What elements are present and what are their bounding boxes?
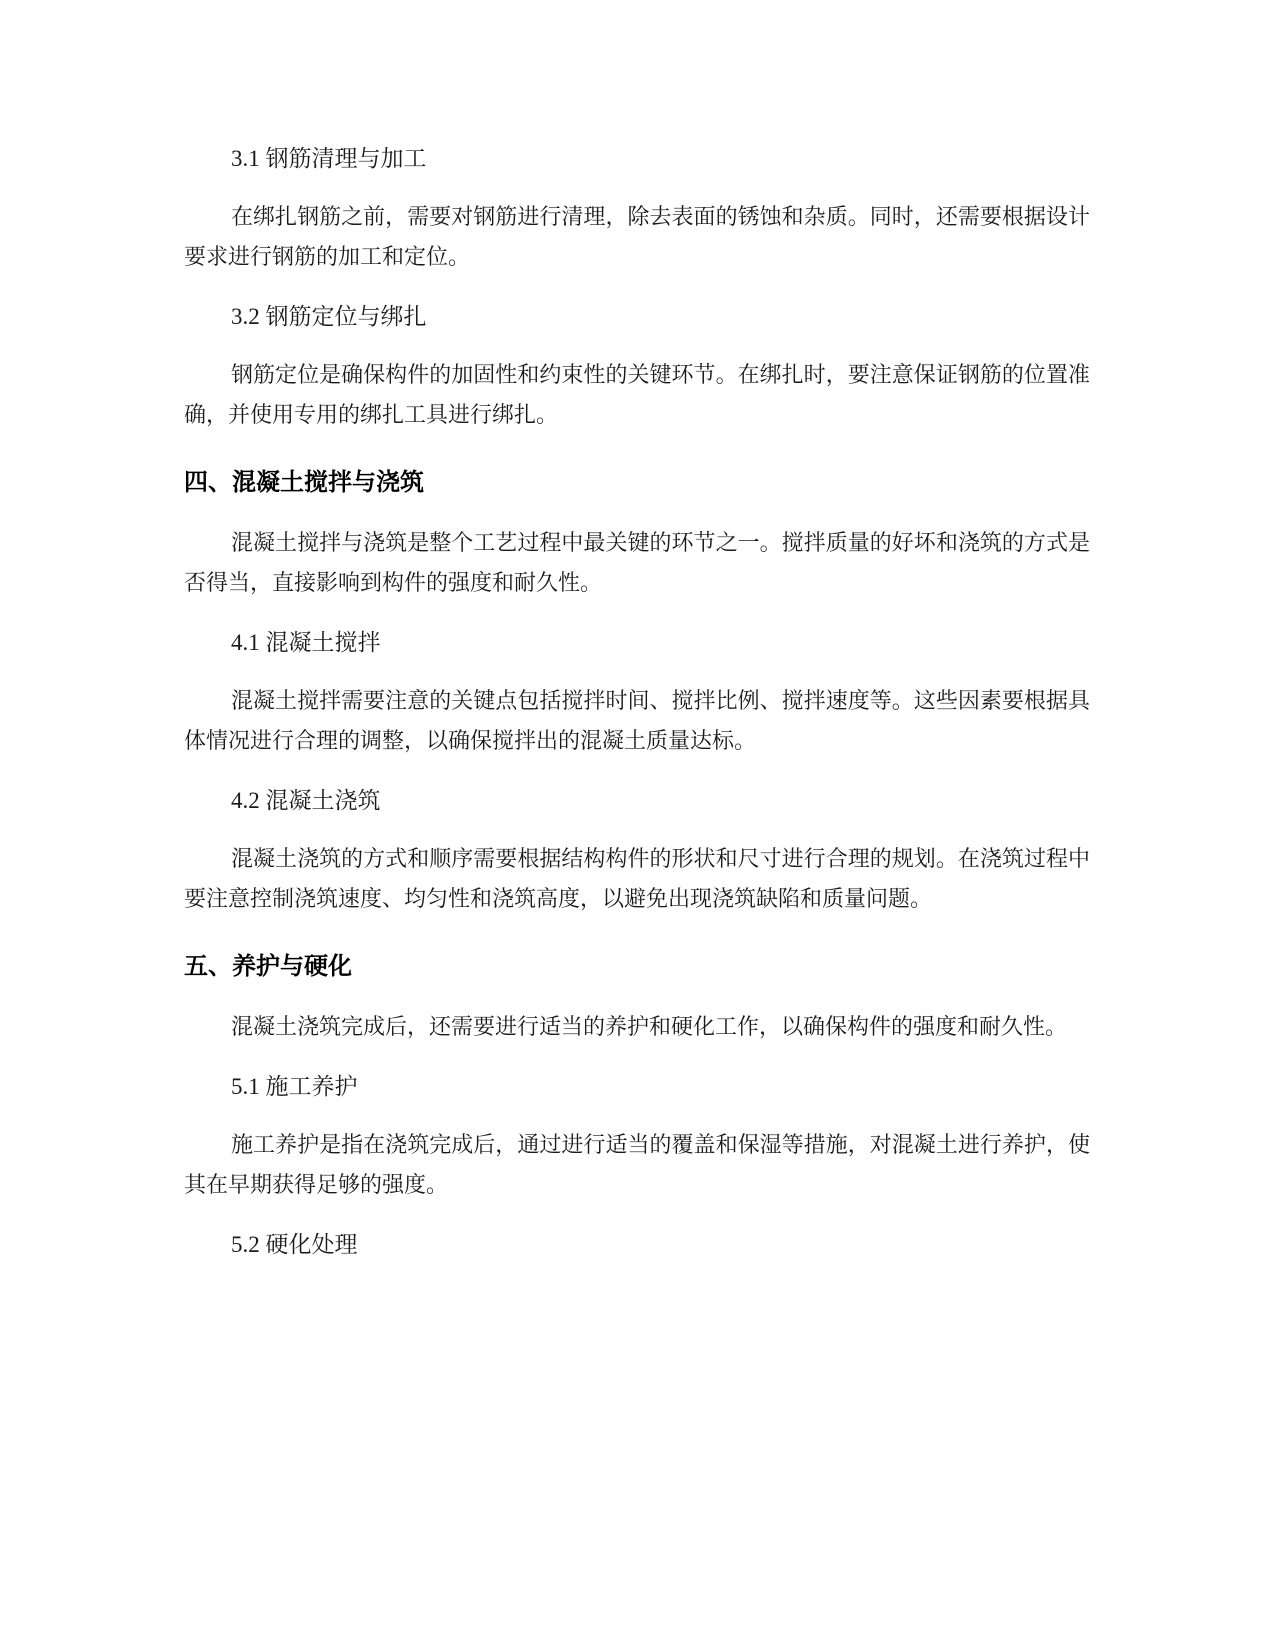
subheading-4-1: 4.1 混凝土搅拌: [231, 630, 381, 655]
paragraph: 钢筋定位是确保构件的加固性和约束性的关键环节。在绑扎时，要注意保证钢筋的位置准确，并使用专用的绑扎工具进行绑扎。: [184, 363, 1090, 428]
paragraph: 在绑扎钢筋之前，需要对钢筋进行清理，除去表面的锈蚀和杂质。同时，还需要根据设计要求进行钢筋的加工和定位。: [184, 205, 1090, 270]
paragraph: 混凝土搅拌需要注意的关键点包括搅拌时间、搅拌比例、搅拌速度等。这些因素要根据具体情况进行合理的调整，以确保搅拌出的混凝土质量达标。: [184, 689, 1090, 754]
subheading-3-1: 3.1 钢筋清理与加工: [231, 146, 427, 171]
paragraph: 混凝土浇筑的方式和顺序需要根据结构构件的形状和尺寸进行合理的规划。在浇筑过程中要注意控制浇筑速度、均匀性和浇筑高度，以避免出现浇筑缺陷和质量问题。: [184, 847, 1090, 912]
subheading-5-2: 5.2 硬化处理: [231, 1232, 358, 1257]
subheading-5-1: 5.1 施工养护: [231, 1074, 358, 1099]
paragraph: 混凝土搅拌与浇筑是整个工艺过程中最关键的环节之一。搅拌质量的好坏和浇筑的方式是否得当，直接影响到构件的强度和耐久性。: [184, 531, 1090, 596]
section-heading-4: 四、混凝土搅拌与浇筑: [184, 468, 424, 496]
subheading-3-2: 3.2 钢筋定位与绑扎: [231, 304, 427, 329]
section-heading-5: 五、养护与硬化: [184, 952, 352, 980]
subheading-4-2: 4.2 混凝土浇筑: [231, 788, 381, 813]
paragraph: 施工养护是指在浇筑完成后，通过进行适当的覆盖和保湿等措施，对混凝土进行养护，使其在早期获得足够的强度。: [184, 1133, 1090, 1198]
paragraph: 混凝土浇筑完成后，还需要进行适当的养护和硬化工作，以确保构件的强度和耐久性。: [231, 1015, 1068, 1040]
document-body: [184, 142, 1090, 1262]
